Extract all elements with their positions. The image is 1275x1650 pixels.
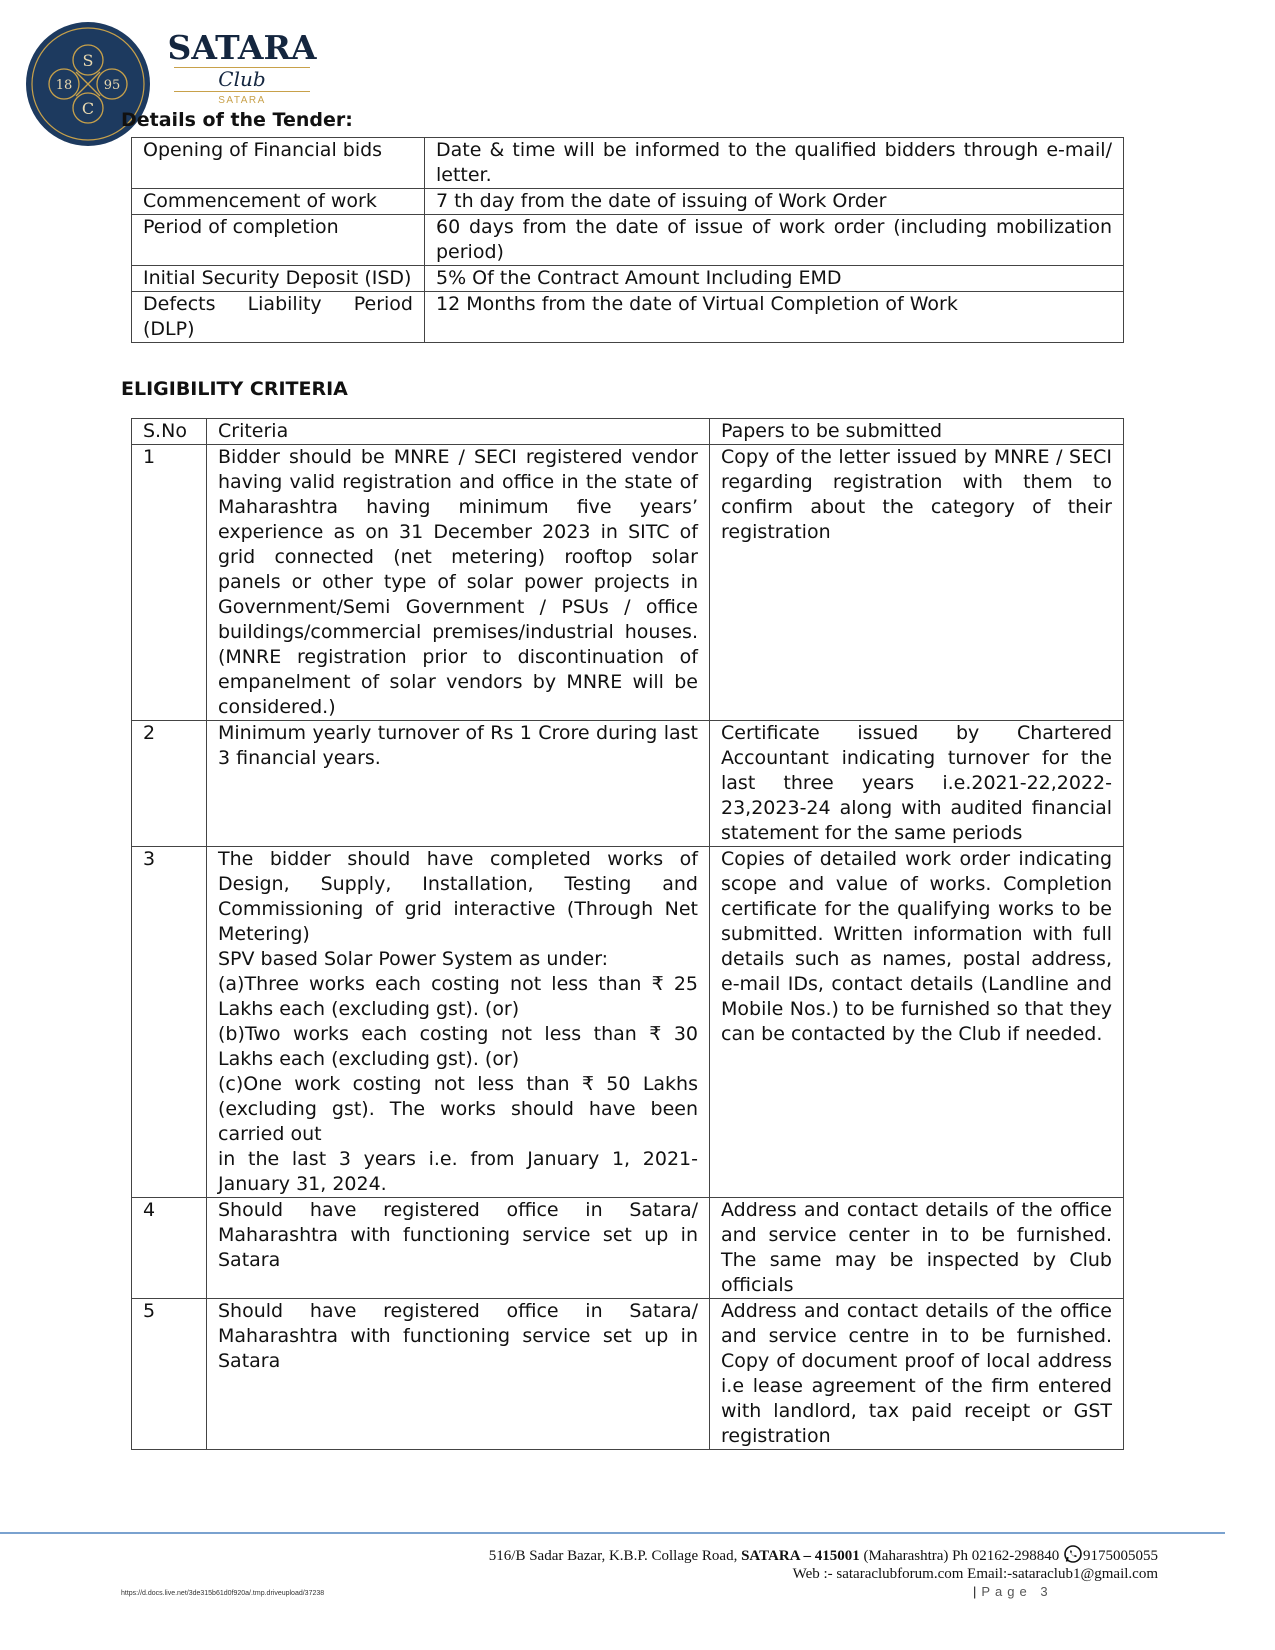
footer-web-email: Web :- sataraclubforum.com Email:-sataraclub1@gmail.com xyxy=(792,1566,1158,1582)
tender-row xyxy=(132,266,1124,292)
eligibility-row xyxy=(132,445,1124,721)
address-street: 516/B Sadar Bazar, K.B.P. Collage Road, xyxy=(488,1548,742,1564)
row-criteria xyxy=(207,1299,710,1450)
page-number: | Page 3 xyxy=(973,1584,1053,1599)
emblem-year-right: 95 xyxy=(103,78,121,93)
criteria-paragraph: Should have registered office in Satara/ Maharashtra with functioning service set up in Satara xyxy=(218,1199,698,1271)
criteria-paragraph: Minimum yearly turnover of Rs 1 Crore during last 3 financial years. xyxy=(218,722,698,769)
row-sno: 4 xyxy=(132,1198,207,1299)
criteria-paragraph: Bidder should be MNRE / SECI registered vendor having valid registration and office in the state of Maharashtra having minimum five years’ experience as on 31 December 2023 in SITC of grid connected (net metering) rooftop solar panels or other type of solar power projects in Government/Semi Government / PSUs / office buildings/commercial premises/industrial houses. (MNRE registration prior to discontinuation of empanelment of solar vendors by MNRE will be considered.) xyxy=(218,446,698,718)
tender-label: Initial Security Deposit (ISD) xyxy=(132,266,425,292)
row-papers: Address and contact details of the office and service centre in to be furnished. Copy of document proof of local address i.e lease agreement of the firm entered with landlord, tax paid receipt or GST registration xyxy=(710,1299,1124,1450)
tender-details-table xyxy=(131,137,1124,343)
tender-row xyxy=(132,189,1124,215)
row-criteria xyxy=(207,445,710,721)
footer-address xyxy=(489,1544,1158,1565)
mobile-number: 9175005055 xyxy=(1083,1548,1158,1564)
tender-label: Period of completion xyxy=(132,215,425,266)
brand-script: Club xyxy=(174,67,310,92)
eligibility-row xyxy=(132,721,1124,847)
tender-heading: Details of the Tender: xyxy=(121,109,353,131)
footer-file-url: https://d.docs.live.net/3de315b61d0f920a/.tmp.driveupload/37238 xyxy=(121,1590,325,1597)
tender-value: 60 days from the date of issue of work order (including mobilization period) xyxy=(425,215,1124,266)
page-num: 3 xyxy=(1040,1584,1053,1599)
row-papers: Copies of detailed work order indicating scope and value of works. Completion certificate for the qualifying works to be submitted. Written information with full details such as names, postal address, e-mail IDs, contact details (Landline and Mobile Nos.) to be furnished so that they can be contacted by the Club if needed. xyxy=(710,847,1124,1198)
emblem-letter-bottom: C xyxy=(81,99,95,118)
row-criteria xyxy=(207,1198,710,1299)
criteria-paragraph: in the last 3 years i.e. from January 1, 2021-January 31, 2024. xyxy=(218,1148,698,1195)
header-papers: Papers to be submitted xyxy=(710,419,1124,445)
row-sno: 1 xyxy=(132,445,207,721)
eligibility-heading: ELIGIBILITY CRITERIA xyxy=(121,378,348,400)
whatsapp-icon xyxy=(1063,1544,1083,1564)
row-papers: Certificate issued by Chartered Accountant indicating turnover for the last three years i.e.2021-22,2022-23,2023-24 along with audited financial statement for the same periods xyxy=(710,721,1124,847)
tender-row xyxy=(132,215,1124,266)
row-papers: Copy of the letter issued by MNRE / SECI regarding registration with them to confirm about the category of their registration xyxy=(710,445,1124,721)
header-sno: S.No xyxy=(132,419,207,445)
brand-name: SATARA xyxy=(167,28,317,67)
tender-value: 5% Of the Contract Amount Including EMD xyxy=(425,266,1124,292)
tender-label: Defects Liability Period (DLP) xyxy=(132,292,425,343)
address-city: SATARA – 415001 xyxy=(741,1548,860,1564)
criteria-paragraph: (a)Three works each costing not less than ₹ 25 Lakhs each (excluding gst). (or) xyxy=(218,973,698,1020)
tender-label: Opening of Financial bids xyxy=(132,138,425,189)
criteria-paragraph: (b)Two works each costing not less than ₹ 30 Lakhs each (excluding gst). (or) xyxy=(218,1023,698,1070)
criteria-paragraph: Should have registered office in Satara/ Maharashtra with functioning service set up in Satara xyxy=(218,1300,698,1372)
tender-row xyxy=(132,292,1124,343)
eligibility-table xyxy=(131,418,1124,1450)
eligibility-header-row xyxy=(132,419,1124,445)
criteria-paragraph: The bidder should have completed works of Design, Supply, Installation, Testing and Commissioning of grid interactive (Through Net Metering) xyxy=(218,848,698,945)
criteria-paragraph: (c)One work costing not less than ₹ 50 Lakhs (excluding gst). The works should have been carried out xyxy=(218,1073,698,1145)
emblem-letter-top: S xyxy=(82,51,94,70)
footer-divider xyxy=(0,1532,1225,1534)
brand-sub: SATARA xyxy=(218,95,266,106)
tender-row xyxy=(132,138,1124,189)
row-sno: 2 xyxy=(132,721,207,847)
eligibility-row xyxy=(132,847,1124,1198)
row-sno: 3 xyxy=(132,847,207,1198)
tender-value: 7 th day from the date of issuing of Work Order xyxy=(425,189,1124,215)
row-criteria xyxy=(207,847,710,1198)
row-sno: 5 xyxy=(132,1299,207,1450)
eligibility-row xyxy=(132,1198,1124,1299)
header-criteria: Criteria xyxy=(207,419,710,445)
club-logo-wordmark xyxy=(166,30,318,106)
address-phone: (Maharashtra) Ph 02162-298840 xyxy=(859,1548,1063,1564)
tender-value: 12 Months from the date of Virtual Completion of Work xyxy=(425,292,1124,343)
criteria-paragraph: SPV based Solar Power System as under: xyxy=(218,948,609,970)
tender-label: Commencement of work xyxy=(132,189,425,215)
eligibility-row xyxy=(132,1299,1124,1450)
row-papers: Address and contact details of the office and service center in to be furnished. The same may be inspected by Club officials xyxy=(710,1198,1124,1299)
page-label: Page xyxy=(981,1584,1032,1599)
row-criteria xyxy=(207,721,710,847)
tender-value: Date & time will be informed to the qualified bidders through e-mail/ letter. xyxy=(425,138,1124,189)
emblem-year-left: 18 xyxy=(55,78,73,93)
